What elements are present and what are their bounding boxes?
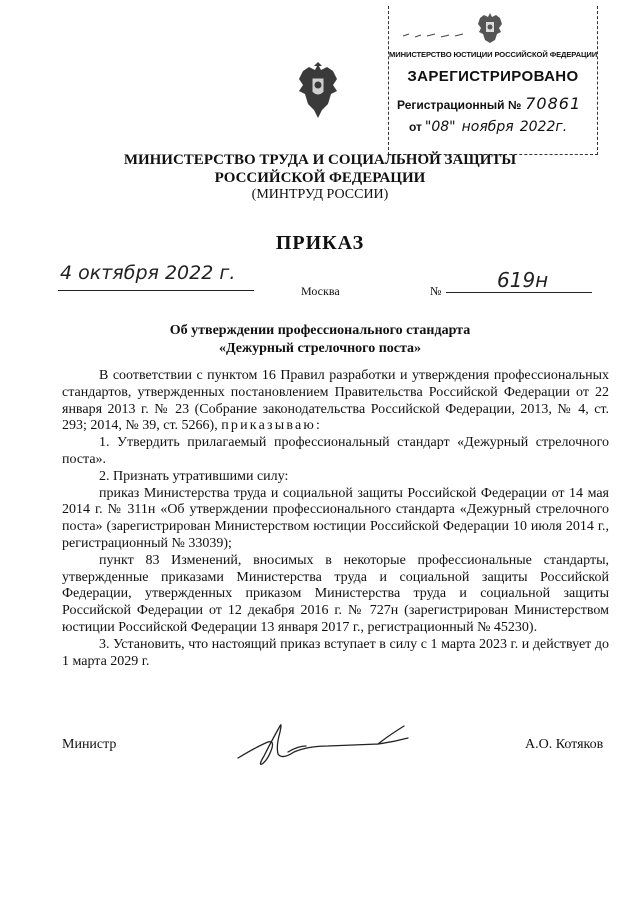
stamp-date-day: "08" — [424, 119, 456, 135]
preamble-text: В соответствии с пунктом 16 Правил разработки и утверждения профессиональных стандартов, утвержденных постановлением Правительства Российской Федерации от 22 января 2013 г. № 23 (Собрание законодательства Российской Федерации, 2013, № 4, ст. 293; 2014, № 39, ст. 5266), — [62, 368, 609, 434]
ministry-name-line1: МИНИСТЕРСТВО ТРУДА И СОЦИАЛЬНОЙ ЗАЩИТЫ — [123, 152, 517, 168]
preamble-decree-word: приказываю: — [221, 418, 323, 434]
body-paragraph-item3: 3. Установить, что настоящий приказ вступает в силу с 1 марта 2023 г. и действует до 1 марта 2029 г. — [62, 636, 609, 669]
body-paragraph-item1: 1. Утвердить прилагаемый профессиональный стандарт «Дежурный стрелочного поста». — [62, 435, 609, 467]
handwritten-signature — [228, 716, 418, 776]
order-title — [0, 322, 640, 358]
stamp-date-year: 2022г. — [519, 119, 568, 135]
body-paragraph-repeal1: приказ Министерства труда и социальной защиты Российской Федерации от 14 мая 2014 г. № 311н «Об утверждении профессионального стандарта «Дежурный стрелочного поста» (зарегистрирован Министерством юстиции Российской Федерации 10 июля 2014 г., регистрационный № 33039); — [62, 485, 609, 551]
ministry-name — [0, 151, 640, 187]
order-body — [62, 368, 609, 670]
date-underline — [58, 290, 254, 291]
registration-stamp — [388, 6, 598, 155]
order-number-handwritten: 619н — [497, 268, 549, 292]
stamp-date-prefix: от — [409, 120, 422, 134]
coat-of-arms-icon — [296, 62, 340, 120]
number-underline — [446, 292, 592, 293]
signer-title: Министр — [62, 737, 117, 752]
order-title-line1: Об утверждении профессионального стандарта — [169, 323, 471, 338]
ministry-name-line2: РОССИЙСКОЙ ФЕДЕРАЦИИ — [214, 170, 426, 186]
body-paragraph-repeal2: пункт 83 Изменений, вносимых в некоторые профессиональные стандарты, утвержденные приказами Министерства труда и социальной защиты Российской Федерации, утвержденных приказом Министерства труда и социальной защиты Российской Федерации от 12 декабря 2016 г. № 727н (зарегистрирован Министерством юстиции Российской Федерации 13 января 2017 г., регистрационный № 45230). — [62, 552, 609, 635]
stamp-date-line — [409, 119, 570, 135]
order-city: Москва — [301, 284, 340, 298]
signer-name: А.О. Котяков — [525, 737, 604, 752]
order-date-handwritten: 4 октября 2022 г. — [60, 262, 236, 284]
order-title-line2: «Дежурный стрелочного поста» — [218, 341, 422, 356]
stamp-eagle-emblem-icon — [475, 10, 505, 46]
stamp-date-month: ноября — [461, 119, 514, 135]
stamp-reg-label: Регистрационный № — [397, 98, 522, 112]
body-paragraph-item2: 2. Признать утратившими силу: — [99, 468, 289, 484]
body-paragraph-preamble — [62, 368, 609, 435]
ministry-short-name: (МИНТРУД РОССИИ) — [251, 187, 389, 202]
stamp-ministry-name: МИНИСТЕРСТВО ЮСТИЦИИ РОССИЙСКОЙ ФЕДЕРАЦИИ — [389, 50, 598, 59]
stamp-status: ЗАРЕГИСТРИРОВАНО — [407, 68, 579, 85]
stamp-scribble-icon — [401, 28, 471, 42]
stamp-reg-number: 70861 — [525, 94, 582, 113]
order-number-label: № — [430, 284, 442, 298]
document-type: ПРИКАЗ — [275, 232, 365, 254]
stamp-registration-number-line — [397, 94, 581, 113]
